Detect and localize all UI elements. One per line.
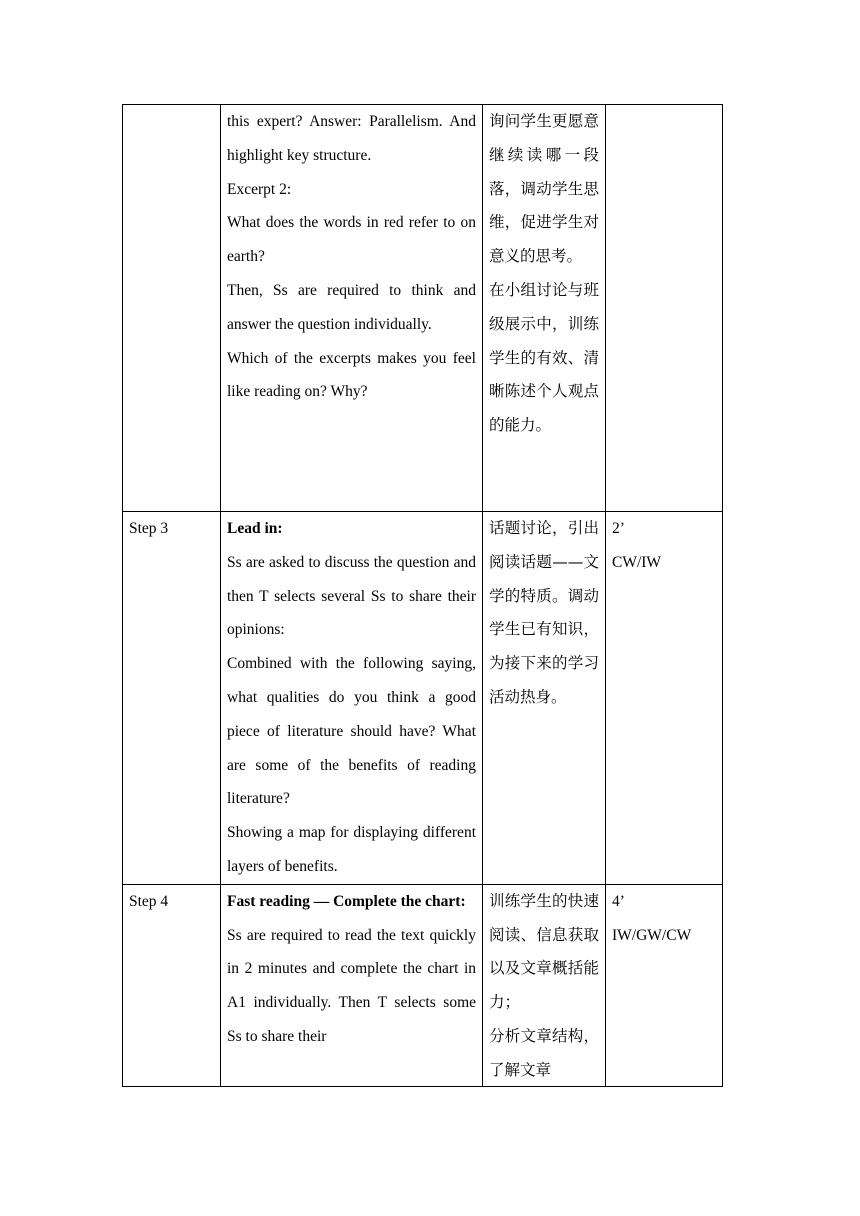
purpose-text: 话题讨论，引出阅读话题——文学的特质。调动学生已有知识，为接下来的学习活动热身。: [489, 519, 599, 706]
activity-text: Ss are asked to discuss the question and then T selects several Ss to share their opinions:: [227, 553, 476, 639]
table-row: [123, 884, 723, 1086]
activity-cell: [221, 105, 483, 512]
purpose-text: 在小组讨论与班级展示中，训练学生的有效、清晰陈述个人观点的能力。: [489, 280, 599, 435]
purpose-cell: [483, 512, 606, 885]
activity-text: this expert? Answer: Parallelism. And highlight key structure.: [227, 113, 476, 164]
activity-heading: Lead in:: [227, 520, 283, 537]
activity-text: Excerpt 2:: [227, 180, 292, 198]
purpose-cell: [483, 105, 606, 512]
time-mode-cell: [606, 884, 723, 1086]
time-text: 4’: [612, 892, 625, 910]
purpose-cell: [483, 884, 606, 1086]
activity-cell: [221, 512, 483, 885]
step-text: Step 4: [129, 892, 169, 910]
lesson-plan-table: [122, 104, 723, 1087]
activity-text: Then, Ss are required to think and answer the question individually.: [227, 281, 476, 333]
activity-text: Combined with the following saying, what qualities do you think a good piece of literature should have? What are some of the benefits of reading literature?: [227, 655, 476, 808]
time-mode-cell: [606, 105, 723, 512]
activity-cell: [221, 884, 483, 1086]
mode-text: CW/IW: [612, 553, 662, 571]
time-mode-cell: [606, 512, 723, 885]
activity-text: Showing a map for displaying different layers of benefits.: [227, 824, 476, 875]
step-cell: [123, 105, 221, 512]
table-row: [123, 105, 723, 512]
table-row: [123, 512, 723, 885]
step-cell: Step 3: [123, 512, 221, 885]
activity-text: What does the words in red refer to on earth?: [227, 214, 476, 266]
activity-text: Which of the excerpts makes you feel like reading on? Why?: [227, 349, 476, 401]
time-text: 2’: [612, 520, 625, 537]
mode-text: IW/GW/CW: [612, 926, 692, 944]
purpose-text: 训练学生的快速阅读、信息获取以及文章概括能力；: [489, 891, 599, 1012]
purpose-text: 分析文章结构，了解文章: [489, 1026, 599, 1079]
activity-heading: Fast reading — Complete the chart:: [227, 892, 466, 910]
step-cell: [123, 884, 221, 1086]
activity-text: Ss are required to read the text quickly in 2 minutes and complete the chart in A1 individually. Then T selects some Ss to share their: [227, 926, 476, 1045]
purpose-text: 询问学生更愿意继续读哪一段落，调动学生思维，促进学生对意义的思考。: [489, 112, 599, 266]
